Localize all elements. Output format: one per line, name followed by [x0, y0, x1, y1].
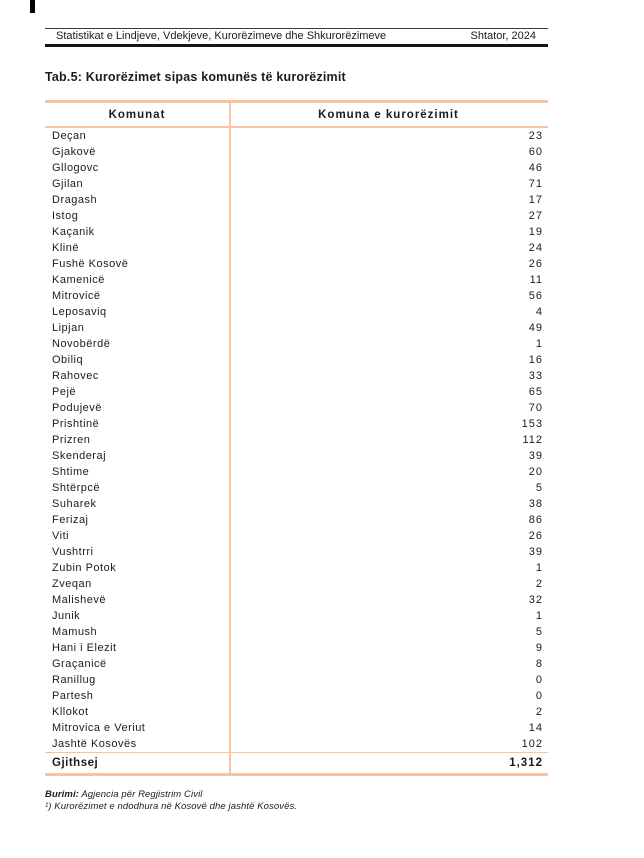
- municipality-value: 39: [528, 546, 543, 558]
- table-row: [45, 528, 548, 544]
- table-row: [45, 368, 548, 384]
- table-row: [45, 240, 548, 256]
- municipality-name: Kamenicë: [52, 274, 105, 286]
- source-label: Burimi:: [45, 789, 79, 800]
- municipality-name: Suharek: [52, 498, 97, 510]
- municipality-value: 70: [528, 402, 543, 414]
- municipality-value: 153: [521, 418, 543, 430]
- municipality-name: Partesh: [52, 690, 94, 702]
- municipality-value: 19: [528, 226, 543, 238]
- municipality-name: Mitrovica e Veriut: [52, 722, 146, 734]
- municipality-name: Viti: [52, 530, 70, 542]
- municipality-name: Jashtë Kosovës: [52, 738, 137, 750]
- municipality-value: 60: [528, 146, 543, 158]
- municipality-name: Obiliq: [52, 354, 84, 366]
- municipality-value: 39: [528, 450, 543, 462]
- table-row: [45, 320, 548, 336]
- table-row: [45, 464, 548, 480]
- municipality-name: Zubin Potok: [52, 562, 117, 574]
- municipality-name: Lipjan: [52, 322, 85, 334]
- municipality-name: Istog: [52, 210, 79, 222]
- table-row: [45, 384, 548, 400]
- table-row: [45, 448, 548, 464]
- municipality-value: 26: [528, 258, 543, 270]
- municipality-value: 17: [528, 194, 543, 206]
- table-row: [45, 336, 548, 352]
- municipality-name: Fushë Kosovë: [52, 258, 129, 270]
- page-content: [45, 0, 548, 812]
- municipality-name: Malishevë: [52, 594, 107, 606]
- municipality-name: Kaçanik: [52, 226, 95, 238]
- table-row: [45, 624, 548, 640]
- column-header-komuna-e-kurorezimit: Komuna e kurorëzimit: [318, 108, 459, 121]
- municipality-value: 38: [528, 498, 543, 510]
- municipality-name: Pejë: [52, 386, 77, 398]
- table-title: Tab.5: Kurorëzimet sipas komunës të kurorëzimit: [45, 70, 346, 84]
- table-row: [45, 224, 548, 240]
- municipality-value: 46: [528, 162, 543, 174]
- table-row: [45, 256, 548, 272]
- table-row: [45, 672, 548, 688]
- table-row: [45, 144, 548, 160]
- table-row: [45, 480, 548, 496]
- municipality-value: 14: [528, 722, 543, 734]
- municipality-name: Gllogovc: [52, 162, 99, 174]
- table-row: [45, 640, 548, 656]
- municipality-value: 0: [535, 674, 543, 686]
- municipality-name: Mamush: [52, 626, 98, 638]
- municipality-value: 1: [535, 610, 543, 622]
- table-row: [45, 432, 548, 448]
- municipality-value: 32: [528, 594, 543, 606]
- running-header: [45, 28, 548, 47]
- column-header-komunat: Komunat: [108, 108, 166, 121]
- table-row: [45, 496, 548, 512]
- municipality-value: 65: [528, 386, 543, 398]
- table-row: [45, 272, 548, 288]
- statistics-table: [45, 100, 548, 776]
- municipality-value: 1: [535, 338, 543, 350]
- table-row: [45, 160, 548, 176]
- municipality-value: 8: [535, 658, 543, 670]
- table-row: [45, 720, 548, 736]
- footnote-line: ¹) Kurorëzimet e ndodhura në Kosovë dhe jashtë Kosovës.: [45, 800, 298, 812]
- table-row: [45, 512, 548, 528]
- running-header-title: Statistikat e Lindjeve, Vdekjeve, Kurorëzimeve dhe Shkurorëzimeve: [56, 30, 387, 42]
- municipality-value: 9: [535, 642, 543, 654]
- table-row: [45, 656, 548, 672]
- table-row: [45, 560, 548, 576]
- municipality-value: 1: [535, 562, 543, 574]
- municipality-name: Graçanicë: [52, 658, 107, 670]
- municipality-name: Prizren: [52, 434, 91, 446]
- municipality-name: Zveqan: [52, 578, 92, 590]
- municipality-value: 5: [535, 482, 543, 494]
- table-row: [45, 208, 548, 224]
- municipality-value: 0: [535, 690, 543, 702]
- table-row: [45, 704, 548, 720]
- table-row: [45, 688, 548, 704]
- table-row: [45, 400, 548, 416]
- municipality-value: 2: [535, 706, 543, 718]
- municipality-name: Vushtrri: [52, 546, 94, 558]
- municipality-name: Novobërdë: [52, 338, 111, 350]
- table-row: [45, 288, 548, 304]
- municipality-value: 16: [528, 354, 543, 366]
- municipality-value: 23: [528, 130, 543, 142]
- municipality-name: Shtërpcë: [52, 482, 101, 494]
- municipality-value: 24: [528, 242, 543, 254]
- municipality-value: 11: [529, 274, 543, 286]
- municipality-value: 26: [528, 530, 543, 542]
- municipality-name: Kllokot: [52, 706, 89, 718]
- table-row: [45, 416, 548, 432]
- table-column-divider: [229, 103, 231, 773]
- municipality-value: 5: [535, 626, 543, 638]
- municipality-value: 27: [528, 210, 543, 222]
- table-row: [45, 576, 548, 592]
- municipality-name: Shtime: [52, 466, 90, 478]
- footnotes: [45, 789, 548, 812]
- municipality-name: Rahovec: [52, 370, 99, 382]
- page-corner-mark: [30, 0, 35, 13]
- municipality-name: Podujevë: [52, 402, 102, 414]
- municipality-name: Skenderaj: [52, 450, 107, 462]
- total-value: 1,312: [509, 756, 543, 769]
- table-body: [45, 128, 548, 752]
- source-text: Agjencia për Regjistrim Civil: [78, 789, 203, 800]
- municipality-name: Hani i Elezit: [52, 642, 117, 654]
- municipality-name: Ranillug: [52, 674, 96, 686]
- table-row: [45, 352, 548, 368]
- running-header-date: Shtator, 2024: [470, 30, 536, 42]
- municipality-value: 112: [522, 434, 543, 446]
- municipality-value: 86: [528, 514, 543, 526]
- municipality-name: Prishtinë: [52, 418, 100, 430]
- municipality-value: 2: [535, 578, 543, 590]
- source-line: [45, 789, 548, 801]
- municipality-value: 20: [528, 466, 543, 478]
- municipality-value: 49: [528, 322, 543, 334]
- table-row: [45, 176, 548, 192]
- table-row: [45, 544, 548, 560]
- table-header-row: [45, 103, 548, 128]
- municipality-name: Gjilan: [52, 178, 84, 190]
- table-row: [45, 736, 548, 752]
- table-row: [45, 592, 548, 608]
- municipality-value: 102: [521, 738, 543, 750]
- table-total-row: [45, 752, 548, 773]
- municipality-name: Ferizaj: [52, 514, 89, 526]
- total-label: Gjithsej: [52, 756, 99, 769]
- municipality-name: Dragash: [52, 194, 98, 206]
- municipality-name: Deçan: [52, 130, 87, 142]
- municipality-value: 56: [528, 290, 543, 302]
- municipality-name: Mitrovicë: [52, 290, 101, 302]
- municipality-value: 4: [535, 306, 543, 318]
- municipality-name: Leposaviq: [52, 306, 107, 318]
- municipality-value: 71: [528, 178, 543, 190]
- table-row: [45, 304, 548, 320]
- municipality-value: 33: [528, 370, 543, 382]
- municipality-name: Gjakovë: [52, 146, 96, 158]
- municipality-name: Klinë: [52, 242, 79, 254]
- municipality-name: Junik: [52, 610, 81, 622]
- table-row: [45, 192, 548, 208]
- table-row: [45, 128, 548, 144]
- table-row: [45, 608, 548, 624]
